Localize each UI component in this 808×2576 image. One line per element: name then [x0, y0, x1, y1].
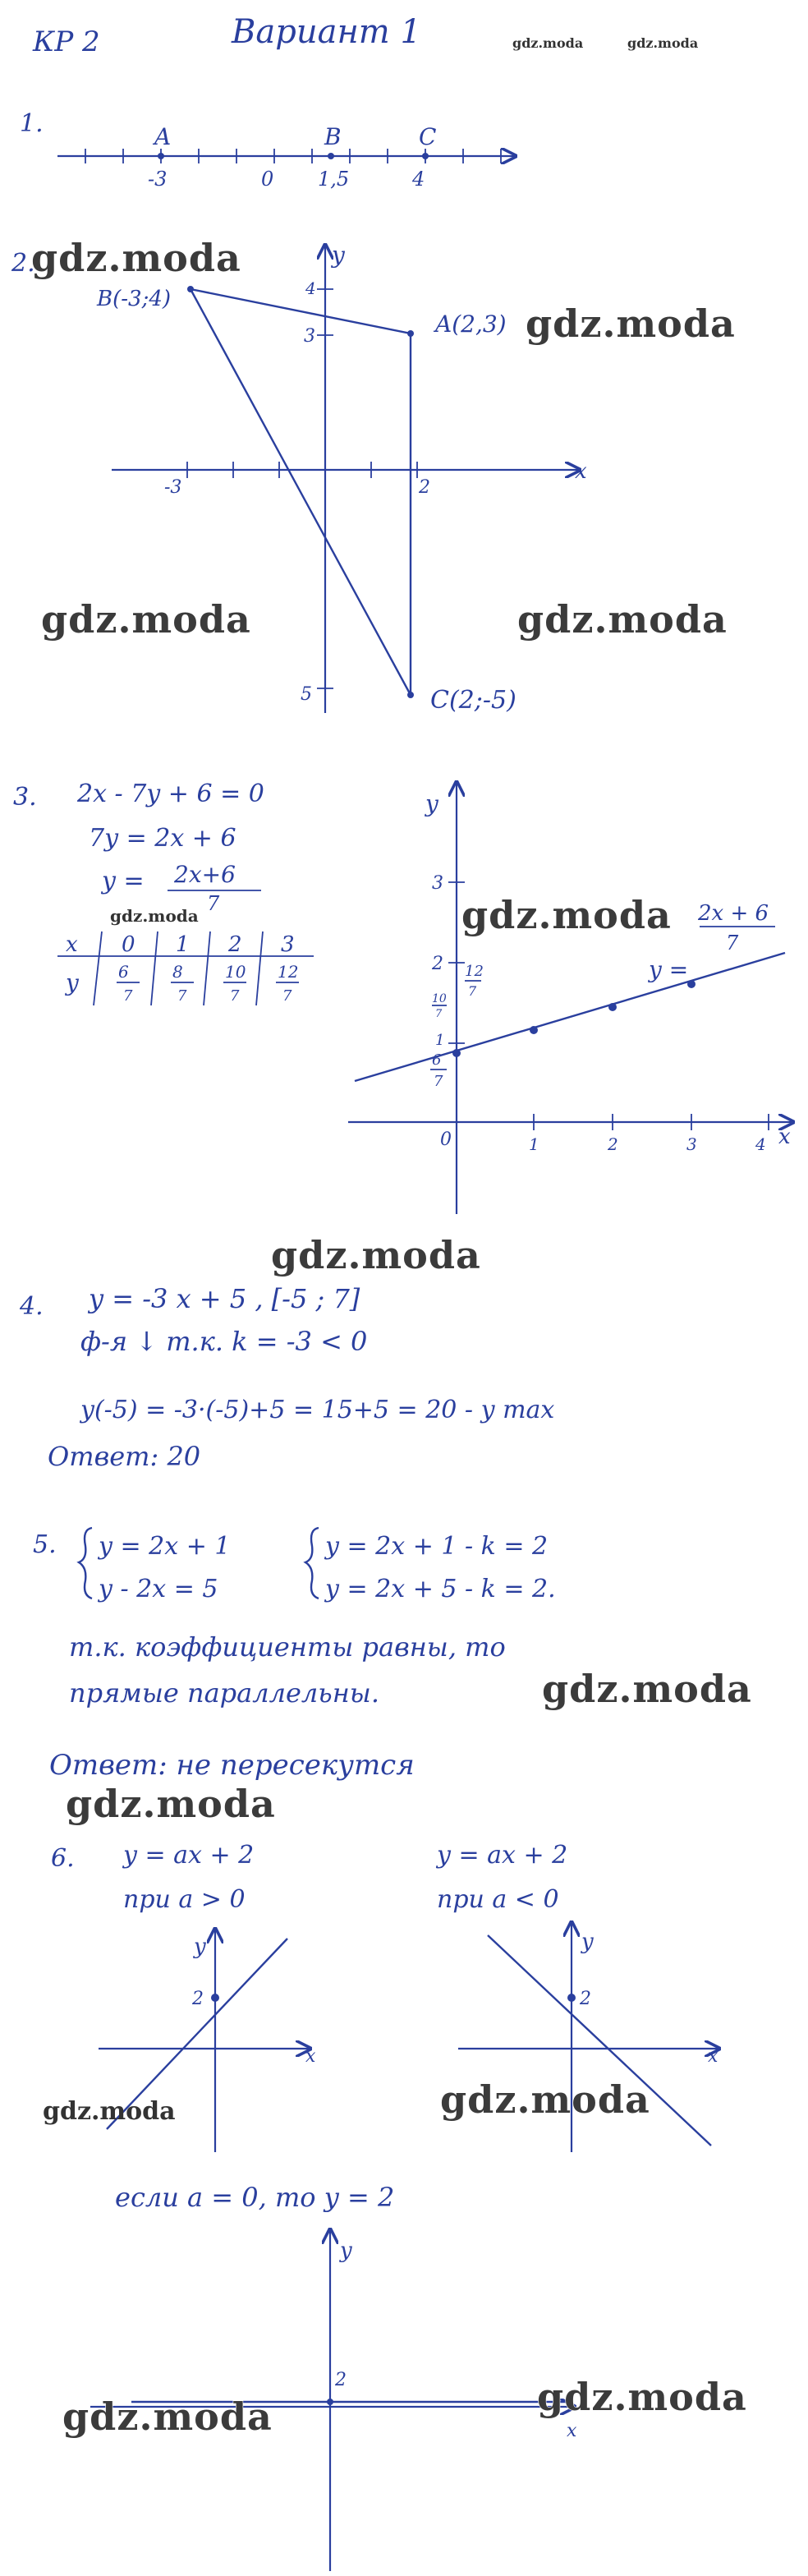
- tick-label: -3: [164, 477, 182, 498]
- y-axis-label: y: [425, 790, 438, 817]
- fraction-label: 12: [465, 963, 484, 980]
- tick-label: 3: [432, 873, 443, 894]
- task-number: 4.: [20, 1292, 44, 1321]
- text-line: Ответ: 20: [48, 1441, 201, 1472]
- point-value: 4: [412, 168, 425, 191]
- text-line: y = ax + 2: [437, 1841, 568, 1870]
- table-cell: 7: [177, 987, 187, 1005]
- text-line: ф-я ↓ т.к. k = -3 < 0: [80, 1326, 368, 1357]
- watermark: gdz.moda: [31, 236, 241, 280]
- x-axis-label: x: [708, 2046, 718, 2067]
- tick-label: 2: [335, 2370, 347, 2390]
- y-axis-label: y: [340, 2238, 352, 2263]
- tick-label: 1: [529, 1134, 539, 1154]
- graph-line-label: 2x + 6: [698, 901, 769, 926]
- watermark: gdz.moda: [526, 301, 736, 346]
- header-variant: Вариант 1: [232, 13, 421, 51]
- watermark-small: gdz.moda: [110, 906, 199, 926]
- table-cell: 3: [281, 932, 295, 957]
- graph-line: [355, 953, 785, 1081]
- point-label-b: B(-3;4): [97, 287, 172, 311]
- equation-line: 2x - 7y + 6 = 0: [77, 780, 264, 808]
- equation-line: y =: [102, 867, 145, 895]
- text-line: Ответ: не пересекутся: [49, 1749, 415, 1782]
- table-cell: 10: [225, 962, 246, 982]
- text-line: прямые параллельны.: [69, 1677, 380, 1709]
- task-number: 2.: [11, 249, 35, 278]
- tick-label: 2: [192, 1989, 204, 2009]
- watermark-small: gdz.moda: [512, 35, 584, 51]
- system-brace: [79, 1528, 92, 1598]
- fraction-label: 6: [432, 1051, 442, 1069]
- text-line: y(-5) = -3·(-5)+5 = 15+5 = 20 - y max: [80, 1396, 555, 1424]
- task6-solution: [43, 1841, 747, 2571]
- point-label-a: A(2,3): [435, 310, 507, 338]
- table-cell: 7: [282, 987, 292, 1005]
- graph-line-label: 7: [726, 932, 739, 954]
- text-line: y = -3 x + 5 , [-5 ; 7]: [89, 1283, 360, 1314]
- equation-fraction-num: 2x+6: [174, 861, 236, 888]
- task5-solution: [33, 1528, 752, 1826]
- x-axis-label: x: [305, 2046, 316, 2067]
- task-number: 1.: [20, 109, 44, 138]
- table-cell: 1: [176, 932, 190, 957]
- point-marker: [422, 153, 429, 159]
- table-cell: y: [66, 969, 79, 996]
- watermark-small: gdz.moda: [43, 2097, 176, 2126]
- value-table: [57, 932, 314, 1005]
- watermark: gdz.moda: [542, 1667, 752, 1711]
- task3-solution: [13, 780, 793, 1277]
- tick-label: 2: [419, 477, 430, 498]
- header-kr: КР 2: [33, 25, 100, 58]
- tick-label: 2: [432, 954, 443, 974]
- watermark: gdz.moda: [62, 2394, 273, 2439]
- task2-coordinate-plot: [11, 236, 736, 715]
- watermark: gdz.moda: [517, 597, 728, 642]
- table-cell: 7: [123, 987, 133, 1005]
- task1-number-line: [20, 109, 516, 191]
- point-marker: [328, 153, 334, 159]
- watermark: gdz.moda: [271, 1233, 481, 1277]
- point-value: -3: [148, 168, 168, 191]
- table-cell: 12: [278, 962, 299, 982]
- tick-label: 4: [305, 278, 316, 298]
- fraction-label: 7: [468, 983, 477, 999]
- table-cell: 7: [230, 987, 240, 1005]
- y-axis-label: y: [194, 1934, 206, 1959]
- tick-label: 0: [440, 1129, 452, 1150]
- point-label-c: C(2;-5): [430, 686, 516, 715]
- x-axis-label: x: [575, 459, 587, 484]
- task4-solution: [19, 1283, 554, 1472]
- watermark: gdz.moda: [537, 2375, 747, 2419]
- tick-label: 2: [608, 1134, 618, 1154]
- tick-label: 5: [301, 684, 312, 705]
- fraction-label: 7: [434, 1073, 443, 1090]
- fraction-label: 7: [435, 1008, 443, 1020]
- point-name: C: [419, 123, 437, 150]
- fraction-label: 10: [432, 992, 447, 1005]
- system-equation: y - 2x = 5: [99, 1575, 218, 1603]
- system-equation: y = 2x + 1 - k = 2: [325, 1532, 549, 1561]
- table-cell: 0: [122, 932, 135, 957]
- text-line: т.к. коэффициенты равны, то: [69, 1631, 506, 1663]
- task-number: 3.: [13, 783, 37, 812]
- text-line: если a = 0, то y = 2: [115, 2182, 395, 2213]
- watermark: gdz.moda: [41, 597, 251, 642]
- graph-line-label: y =: [649, 956, 689, 983]
- text-line: при a > 0: [123, 1885, 246, 1914]
- point-marker: [158, 153, 164, 159]
- text-line: при a < 0: [437, 1885, 559, 1914]
- x-axis-label: x: [778, 1125, 791, 1149]
- x-axis-label: x: [567, 2421, 577, 2441]
- watermark: gdz.moda: [440, 2077, 650, 2122]
- system-brace: [305, 1528, 319, 1598]
- watermark: gdz.moda: [66, 1782, 276, 1826]
- point-value: 0: [261, 168, 274, 191]
- tick-label: 1: [435, 1032, 445, 1049]
- equation-line: 7y = 2x + 6: [89, 824, 236, 853]
- equation-fraction-den: 7: [207, 892, 220, 915]
- point-value: 1,5: [318, 168, 350, 191]
- watermark-small: gdz.moda: [627, 35, 699, 51]
- system-equation: y = 2x + 1: [99, 1532, 231, 1561]
- table-cell: 6: [118, 962, 129, 982]
- tick-label: 4: [755, 1134, 766, 1154]
- table-cell: x: [66, 932, 78, 957]
- task-number: 5.: [33, 1530, 57, 1559]
- tick-label: 2: [580, 1989, 591, 2009]
- task-number: 6.: [51, 1844, 75, 1873]
- y-axis-label: y: [581, 1930, 594, 1954]
- watermark: gdz.moda: [461, 893, 672, 937]
- y-axis-label: y: [332, 242, 345, 269]
- point-name: A: [154, 123, 172, 150]
- table-cell: 8: [172, 962, 183, 982]
- tick-label: 3: [304, 326, 315, 347]
- table-cell: 2: [228, 932, 242, 957]
- tick-label: 3: [686, 1134, 697, 1154]
- text-line: y = ax + 2: [123, 1841, 255, 1870]
- point-name: B: [324, 123, 342, 150]
- system-equation: y = 2x + 5 - k = 2.: [325, 1575, 556, 1603]
